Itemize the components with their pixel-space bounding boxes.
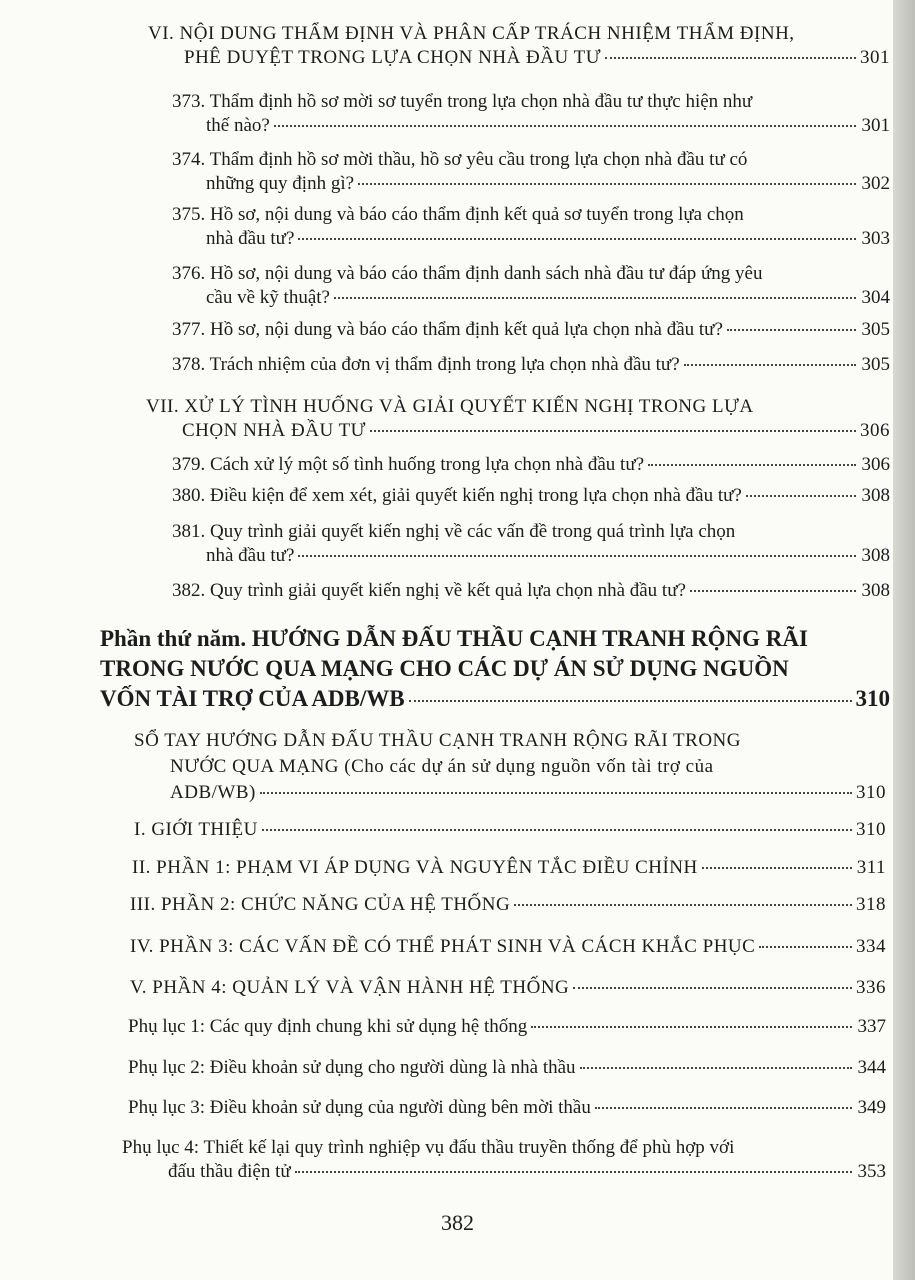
toc-page-number: 334 — [856, 936, 886, 957]
toc-item-376[interactable] — [0, 262, 890, 310]
toc-part-five[interactable] — [0, 624, 890, 714]
leader-dots — [702, 867, 852, 869]
toc-line: VII. XỬ LÝ TÌNH HUỐNG VÀ GIẢI QUYẾT KIẾN NGHỊ TRONG LỰA — [146, 396, 754, 417]
toc-line: III. PHẦN 2: CHỨC NĂNG CỦA HỆ THỐNG — [130, 894, 511, 915]
toc-line: nhà đầu tư? — [206, 545, 295, 566]
toc-line: NƯỚC QUA MẠNG (Cho các dự án sử dụng nguồn vốn tài trợ của — [170, 756, 714, 777]
leader-dots — [580, 1067, 852, 1069]
toc-line: Phụ lục 1: Các quy định chung khi sử dụng hệ thống — [128, 1016, 528, 1037]
toc-page-number: 353 — [857, 1161, 886, 1182]
toc-line: V. PHẦN 4: QUẢN LÝ VÀ VẬN HÀNH HỆ THỐNG — [130, 977, 570, 998]
toc-page-number: 349 — [857, 1097, 886, 1118]
toc-line: cầu về kỹ thuật? — [206, 287, 330, 308]
toc-item-382[interactable] — [0, 579, 890, 603]
toc-line: Phụ lục 4: Thiết kế lại quy trình nghiệp vụ đấu thầu truyền thống để phù hợp với — [122, 1137, 735, 1158]
leader-dots — [298, 555, 856, 557]
toc-line: Phụ lục 2: Điều khoản sử dụng cho người dùng là nhà thầu — [128, 1057, 576, 1078]
leader-dots — [260, 792, 852, 794]
leader-dots — [370, 430, 856, 432]
toc-item-374[interactable] — [0, 148, 890, 196]
toc-appendix-1[interactable] — [0, 1015, 886, 1039]
toc-page-number: 305 — [861, 354, 890, 375]
toc-page-number: 308 — [861, 580, 890, 601]
toc-line: 378. Trách nhiệm của đơn vị thẩm định trong lựa chọn nhà đầu tư? — [172, 354, 680, 375]
toc-line: 376. Hồ sơ, nội dung và báo cáo thẩm định danh sách nhà đầu tư đáp ứng yêu — [172, 263, 763, 284]
toc-page-number: 302 — [861, 173, 890, 194]
leader-dots — [573, 987, 852, 989]
toc-page-number: 344 — [857, 1057, 886, 1078]
toc-section-iii[interactable] — [0, 893, 886, 917]
leader-dots — [605, 57, 856, 59]
toc-item-379[interactable] — [0, 453, 890, 477]
toc-line: PHÊ DUYỆT TRONG LỰA CHỌN NHÀ ĐẦU TƯ — [184, 47, 601, 68]
toc-item-378[interactable] — [0, 353, 890, 377]
toc-section-iv[interactable] — [0, 935, 886, 959]
toc-appendix-3[interactable] — [0, 1096, 886, 1120]
toc-line: I. GIỚI THIỆU — [134, 819, 258, 840]
toc-section-vi[interactable] — [0, 22, 890, 70]
toc-section-vii[interactable] — [0, 395, 890, 443]
toc-page-number: 301 — [860, 47, 890, 68]
toc-item-377[interactable] — [0, 318, 890, 342]
toc-page-number: 336 — [856, 977, 886, 998]
toc-page-number: 308 — [861, 545, 890, 566]
leader-dots — [262, 829, 852, 831]
leader-dots — [684, 364, 856, 366]
leader-dots — [746, 495, 856, 497]
leader-dots — [690, 590, 856, 592]
toc-handbook[interactable] — [0, 728, 886, 806]
page-edge-shadow — [893, 0, 915, 1280]
toc-line: 373. Thẩm định hồ sơ mời sơ tuyển trong lựa chọn nhà đầu tư thực hiện như — [172, 91, 753, 112]
toc-line: 375. Hồ sơ, nội dung và báo cáo thẩm định kết quả sơ tuyển trong lựa chọn — [172, 204, 744, 225]
toc-page-number: 305 — [861, 319, 890, 340]
toc-line: 379. Cách xử lý một số tình huống trong lựa chọn nhà đầu tư? — [172, 454, 645, 475]
toc-line: VI. NỘI DUNG THẨM ĐỊNH VÀ PHÂN CẤP TRÁCH NHIỆM THẨM ĐỊNH, — [148, 23, 795, 44]
toc-page-number: 306 — [860, 420, 890, 441]
toc-appendix-4[interactable] — [0, 1136, 886, 1184]
toc-appendix-2[interactable] — [0, 1056, 886, 1080]
toc-line: ADB/WB) — [170, 782, 256, 803]
page-number: 382 — [441, 1210, 474, 1235]
toc-page-number: 337 — [857, 1016, 886, 1037]
toc-line: thế nào? — [206, 115, 270, 136]
toc-section-i[interactable] — [0, 818, 886, 842]
leader-dots — [298, 238, 856, 240]
toc-page-number: 311 — [856, 857, 886, 878]
leader-dots — [727, 329, 856, 331]
leader-dots — [358, 183, 856, 185]
toc-line: IV. PHẦN 3: CÁC VẤN ĐỀ CÓ THỂ PHÁT SINH VÀ CÁCH KHẮC PHỤC — [130, 936, 756, 957]
toc-section-v[interactable] — [0, 976, 886, 1000]
leader-dots — [274, 125, 856, 127]
toc-line: 380. Điều kiện để xem xét, giải quyết kiến nghị trong lựa chọn nhà đầu tư? — [172, 485, 742, 506]
leader-dots — [531, 1026, 852, 1028]
toc-item-373[interactable] — [0, 90, 890, 138]
leader-dots — [759, 946, 852, 948]
toc-item-380[interactable] — [0, 484, 890, 508]
toc-item-381[interactable] — [0, 520, 890, 568]
toc-line: VỐN TÀI TRỢ CỦA ADB/WB — [100, 686, 405, 711]
toc-line: 377. Hồ sơ, nội dung và báo cáo thẩm định kết quả lựa chọn nhà đầu tư? — [172, 319, 723, 340]
toc-page-number: 304 — [861, 287, 890, 308]
leader-dots — [514, 904, 852, 906]
toc-line: CHỌN NHÀ ĐẦU TƯ — [182, 420, 366, 441]
toc-line: nhà đầu tư? — [206, 228, 295, 249]
toc-page-number: 310 — [856, 819, 886, 840]
toc-page-number: 318 — [856, 894, 886, 915]
leader-dots — [595, 1107, 852, 1109]
leader-dots — [648, 464, 856, 466]
toc-page-number: 303 — [861, 228, 890, 249]
toc-page-number: 301 — [861, 115, 890, 136]
toc-line: những quy định gì? — [206, 173, 355, 194]
leader-dots — [409, 700, 852, 702]
leader-dots — [295, 1171, 852, 1173]
toc-line: II. PHẦN 1: PHẠM VI ÁP DỤNG VÀ NGUYÊN TẮC ĐIỀU CHỈNH — [132, 857, 698, 878]
toc-line: 381. Quy trình giải quyết kiến nghị về các vấn đề trong quá trình lựa chọn — [172, 521, 736, 542]
toc-page-number: 306 — [861, 454, 890, 475]
toc-item-375[interactable] — [0, 203, 890, 251]
toc-line: Phần thứ năm. HƯỚNG DẪN ĐẤU THẦU CẠNH TRANH RỘNG RÃI — [100, 626, 808, 651]
toc-page-number: 308 — [861, 485, 890, 506]
toc-line: TRONG NƯỚC QUA MẠNG CHO CÁC DỰ ÁN SỬ DỤNG NGUỒN — [100, 656, 789, 681]
toc-page-number: 310 — [856, 782, 886, 803]
toc-section-ii[interactable] — [0, 856, 886, 880]
toc-page-number: 310 — [855, 686, 890, 711]
leader-dots — [334, 297, 856, 299]
toc-line: đấu thầu điện tử — [168, 1161, 291, 1182]
toc-line: SỔ TAY HƯỚNG DẪN ĐẤU THẦU CẠNH TRANH RỘNG RÃI TRONG — [134, 730, 741, 751]
toc-line: Phụ lục 3: Điều khoản sử dụng của người dùng bên mời thầu — [128, 1097, 591, 1118]
toc-line: 382. Quy trình giải quyết kiến nghị về kết quả lựa chọn nhà đầu tư? — [172, 580, 686, 601]
toc-line: 374. Thẩm định hồ sơ mời thầu, hồ sơ yêu cầu trong lựa chọn nhà đầu tư có — [172, 149, 748, 170]
